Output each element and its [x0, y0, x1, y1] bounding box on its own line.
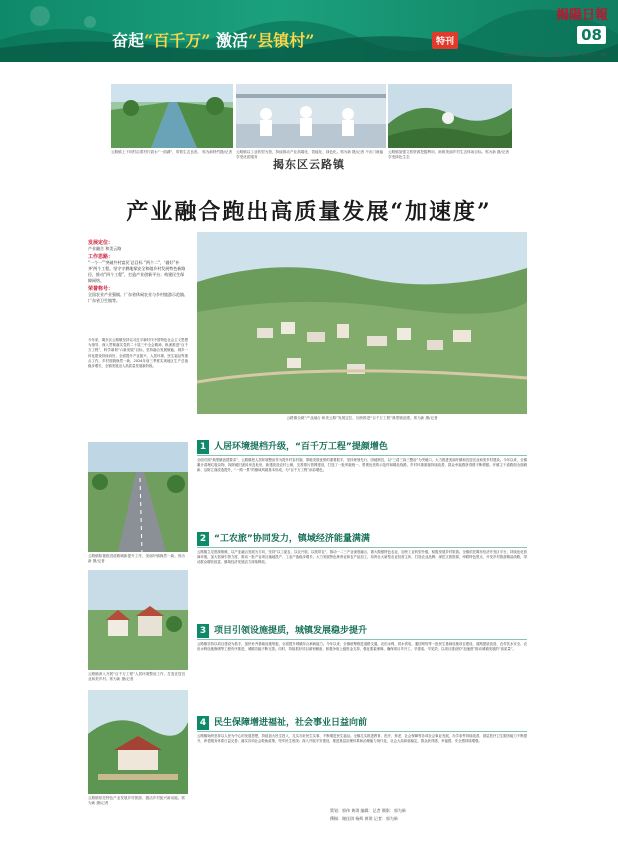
section-4-rule: [197, 731, 527, 732]
info-sidebar: [88, 238, 188, 306]
section-3-rule: [197, 639, 527, 640]
article-headline: 产业融合跑出高质量发展“加速度”: [126, 199, 492, 225]
page-number: 08: [577, 26, 606, 44]
banner-highlight-1: “百千万”: [144, 31, 211, 50]
photo-caption-left-1: 云路镇积极推进道路刷新提升工作，美丽圩镇焕然一新。郭为新 摄/记者: [88, 554, 186, 563]
dateline: 2024年10月15日 星期二 责编：XX 美编：XX 校对：XX: [504, 52, 606, 57]
banner-middle: 激活: [210, 31, 249, 50]
section-4-body: 云路镇始终坚持以人民为中心的发展思想，持续加大民生投入，扎实办好民生实事，不断增进民生福祉。全镇扎实推进教育、医疗、养老、社会保障等各项社会事业发展，办学条件持续改善，基层医疗卫生服务能力不断提升，养老服务体系日益完善；落实各项社会救助政策，兜牢民生底线；深入开展平安建设，推进基层治理体系和治理能力现代化，社会大局和谐稳定，群众获得感、幸福感、安全感持续增强。: [197, 734, 527, 744]
sidebar-positioning-text: 产业融合 和美云路: [88, 246, 122, 251]
banner-highlight-2: “县镇村”: [248, 31, 315, 50]
section-2-body: 云路镇立足资源禀赋，以产业融合发展为方向，坚持“以工促农、以农兴旅、以旅带农”，推动一二三产业深度融合，做大做强特色农业、加快工业转型升级，积极发展乡村旅游。全镇依托揭东经济开发区平台，持续优化营商环境，加大招商引资力度，推动一批产业项目落地投产，工业产值稳步增长；大力发展特色种养业和农产品加工，培育壮大新型农业经营主体，打造农业品牌；深挖文旅资源，串联特色景点，开发乡村旅游精品线路，带动群众增收致富，镇域经济发展活力持续释放。: [197, 550, 527, 565]
photo-river-village: [111, 84, 233, 148]
banner-title: [112, 28, 314, 51]
section-2-rule: [197, 547, 527, 548]
section-2-number: 2: [197, 532, 209, 546]
photo-hillside-scenery: [388, 84, 512, 148]
credit-left: 策划：郭伟 黄琪 编辑：记者 摄影：郭为新: [330, 808, 406, 813]
photo-caption-left-3: 云路镇依托特色产业发展乡村旅游，激活乡村振兴新动能。郭为新 摄/记者: [88, 796, 186, 805]
article-location: 揭东区云路镇: [273, 158, 345, 171]
section-1-number: 1: [197, 440, 209, 454]
photo-caption-3: 云路镇加强文旅资源挖掘利用，助推美丽乡村生态休闲目标。郭为新 摄/记者 享受绿色生态: [388, 150, 509, 159]
sidebar-heading-approach: 工作思路：: [88, 254, 114, 260]
section-3-header: [197, 624, 527, 638]
photo-village-environment: [88, 570, 188, 670]
photo-caption-aerial: 云路镇全貌“产业融合 和美云路”发展定位，加快推进“百千万工程”典型镇创建。郭为新 摄/记者: [286, 416, 438, 420]
sidebar-heading-honors: 荣誉称号：: [88, 286, 114, 292]
section-4-header: [197, 716, 527, 730]
section-1-header: [197, 440, 527, 454]
sidebar-approach-text: “一个一”‘突破共村富民’总目标 “两个二”，‘做好”补齐‘两个工程。坚守守耕地保安全和做乡村发展特色新路径，推动“四个工程”，打造产业创新平台；构建民生保障网络。: [88, 260, 186, 283]
section-1-title: 人居环境提档升级，“百千万工程”提颜增色: [214, 442, 388, 452]
section-2-header: [197, 532, 527, 546]
special-edition-tag: 特刊: [432, 32, 458, 49]
photo-factory-workers: [236, 84, 386, 148]
section-2-title: “工农旅”协同发力，镇域经济能量满满: [214, 534, 370, 544]
section-4-number: 4: [197, 716, 209, 730]
newspaper-logo: 揭陽日報: [555, 8, 608, 23]
sidebar-honors-text: 全国农业产业强镇、广东省休闲农业与乡村旅游示范镇、广东省卫生镇等。: [88, 292, 188, 303]
section-1-rule: [197, 455, 527, 456]
section-1-body: 全面对照“典型镇创建要求”，云路镇把人居环境整治作为提升村容村貌、厚植发展优势的重要抓手，坚持规划先行、因地制宜，以“三清三拆三整治”为突破口，大力推进美丽圩镇和宜居宜业和美乡村建设。今年以来，全镇累计清理垃圾杂物、拆除破旧泥砖房及危房，新建改造农村公厕，完善排污管网建设，打造了一批风貌统一、景观优美的示范村和精品线路，乡村环境面貌持续改善，群众幸福感获得感不断增强。圩镇主干道路面全面刷新、沿街立面改造提升，“一路一景”的镇域风貌基本形成，为“百千万工程”添彩增色。: [197, 458, 527, 473]
section-3-body: 云路镇坚持以项目建设为抓手，加快补齐基础设施短板，全面提升城镇综合承载能力。今年以来，全镇统筹推进道路交通、农田水利、供水供电、通信网络等一批民生基础设施项目建设，道路提质改造、农村饮水安全、农田水利设施修缮等工程有序推进，城镇功能不断完善。同时，持续抓好项目谋划储备，积极争取上级资金支持，强化要素保障，确保项目早开工、早建成、早见效，以项目建设的“加速度”推动城镇发展的“高质量”。: [197, 642, 527, 652]
page-banner: [0, 0, 618, 62]
lead-paragraph: 今年来，揭东区云路镇坚持以习近平新时代中国特色社会主义思想为指导，深入贯彻落实党的二十届三中全会精神，纵深推进“百千万工程”，科学谋划“六新发展”目标，坚持融合发展赋能，城乡一体化建设持续向好，全面提升产业振兴、人居环境、民生福祉等重点工作，乡村面貌焕然一新，2024年前三季度实现地区生产总值稳步增长，全镇发展迈入高质量发展新阶段。: [88, 338, 188, 369]
photo-caption-left-2: 云路镇深入开展“百千万工程”人居环境整治工作，打造宜居宜业和美乡村。郭为新 摄/记者: [88, 672, 186, 681]
banner-prefix: 奋起: [112, 31, 145, 50]
photo-town-aerial: [197, 232, 527, 414]
section-3-title: 项目引领设施提质，城镇发展稳步提升: [214, 626, 368, 636]
photo-road-upgrade: [88, 442, 188, 552]
sidebar-heading-positioning: 发展定位：: [88, 240, 114, 246]
section-3-number: 3: [197, 624, 209, 638]
credit-right: 撰稿：谢佳琪 杨辉 黄琪 记者：郭为新: [330, 816, 398, 821]
section-4-title: 民生保障增进福祉，社会事业日益向前: [214, 718, 368, 728]
photo-caption-1: 云路镇上下坝村沿着村行碧水“一面湖”，带着生态良美。 郭为新特约摄/记者: [111, 150, 233, 154]
photo-rural-tourism: [88, 690, 188, 794]
photo-caption-2: 云路镇以工业转型为契，持续推动产业高端化、智能化、绿色化。郭为新 摄/记者 不出门就能享受优质服务: [236, 150, 384, 159]
